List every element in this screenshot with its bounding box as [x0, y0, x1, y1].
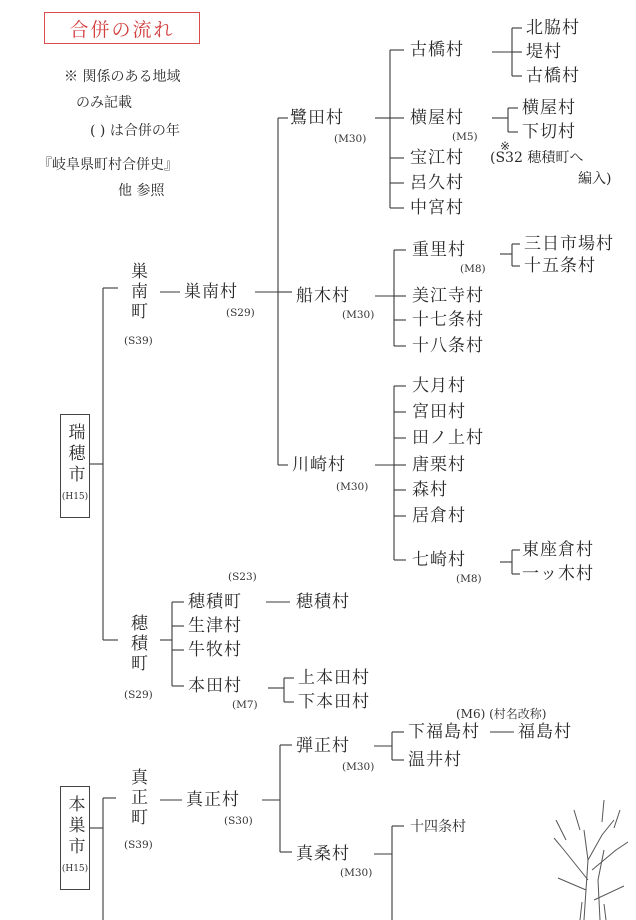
mizuho-city-year: (H15) — [61, 492, 89, 502]
yokoya-village-year: (M5) — [452, 131, 478, 143]
motosu-city-year: (H15) — [61, 864, 89, 874]
shinsei-town-name: 真正町 — [127, 768, 147, 828]
higashiza-village-name: 東座倉村 — [522, 540, 594, 560]
honda-village-name: 本田村 — [188, 676, 242, 696]
honda-village-year: (M7) — [232, 699, 258, 711]
soe-village-note: (S32 穂積町へ — [490, 150, 584, 166]
yokoya-sub-village-name: 横屋村 — [522, 98, 576, 118]
sunan-town-year: (S39) — [124, 335, 153, 347]
karakuri-village-name: 唐栗村 — [412, 455, 466, 475]
shichisaki-village-name: 七崎村 — [412, 550, 466, 570]
shimofukushima-village-name: 下福島村 — [408, 722, 480, 742]
note-line-3: ( ) は合併の年 — [90, 123, 180, 139]
tanoue-village-name: 田ノ上村 — [412, 428, 484, 448]
sunan-village-name: 巣南村 — [184, 282, 238, 302]
kawasaki-village-name: 川崎村 — [292, 455, 346, 475]
shimohonda-village-name: 下本田村 — [298, 692, 370, 712]
mizuho-city-box — [60, 414, 90, 518]
motosu-city-name: 本巣市 — [64, 795, 85, 858]
mori-village-name: 森村 — [412, 480, 448, 500]
kitawaki-village-name: 北脇村 — [526, 18, 580, 38]
sagita-village-name: 鷺田村 — [290, 108, 344, 128]
sunan-town-name: 巣南町 — [127, 262, 147, 322]
hozumi-town-year: (S29) — [124, 689, 153, 701]
dansho-village-year: (M30) — [342, 761, 375, 773]
furuhashi-sub-village-name: 古橋村 — [526, 66, 580, 86]
tree-sketch-illustration — [544, 790, 634, 920]
shigesato-village-name: 重里村 — [412, 240, 466, 260]
yokoya-village-name: 横屋村 — [410, 108, 464, 128]
soe-village-name: 宝江村 — [410, 148, 464, 168]
shimofukushima-year: (M6) (村名改称) — [456, 707, 547, 721]
kawasaki-village-year: (M30) — [336, 481, 369, 493]
ushimaki-village-name: 牛牧村 — [188, 640, 242, 660]
nukui-village-name: 温井村 — [408, 750, 462, 770]
hitotsugi-village-name: 一ッ木村 — [522, 564, 594, 584]
soe-merge-mark: ※ — [500, 139, 511, 153]
roku-village-name: 呂久村 — [410, 173, 464, 193]
kamihonda-village-name: 上本田村 — [298, 668, 370, 688]
shimogiri-village-name: 下切村 — [522, 122, 576, 142]
note-line-1: ※ 関係のある地域 — [64, 69, 181, 85]
shinsei-village-name: 真正村 — [186, 790, 240, 810]
tsutsumi-village-name: 堤村 — [526, 42, 562, 62]
furuhashi-village-name: 古橋村 — [410, 40, 464, 60]
ikitsu-village-name: 生津村 — [188, 616, 242, 636]
shinso-village-name: 真桑村 — [296, 844, 350, 864]
shichisaki-village-year: (M8) — [456, 573, 482, 585]
dansho-village-name: 弾正村 — [296, 736, 350, 756]
shinsei-village-year: (S30) — [224, 815, 253, 827]
motosu-city-box — [60, 786, 90, 890]
note-line-2: のみ記載 — [76, 95, 132, 111]
funaki-village-year: (M30) — [342, 309, 375, 321]
ikura-village-name: 居倉村 — [412, 506, 466, 526]
hozumi-village-name: 穂積村 — [296, 592, 350, 612]
bikoji-village-name: 美江寺村 — [412, 286, 484, 306]
hozumi-old-town-name: 穂積町 — [188, 592, 242, 612]
mizuho-city-name: 瑞穂市 — [64, 423, 85, 486]
hozumi-town-name: 穂積町 — [127, 614, 147, 674]
shinsei-town-year: (S39) — [124, 839, 153, 851]
otsuki-village-name: 大月村 — [412, 376, 466, 396]
diagram-title: 合併の流れ — [44, 12, 200, 44]
jugojo-village-name: 十五条村 — [524, 256, 596, 276]
shinso-village-year: (M30) — [340, 867, 373, 879]
sagita-village-year: (M30) — [334, 133, 367, 145]
mikkaichiba-village-name: 三日市場村 — [524, 234, 614, 254]
note-line-4: 『岐阜県町村合併史』 — [38, 157, 178, 173]
note-line-5: 他 参照 — [118, 183, 165, 199]
miyata-village-name: 宮田村 — [412, 402, 466, 422]
fukushima-village-name: 福島村 — [518, 722, 572, 742]
sunan-village-year: (S29) — [226, 307, 255, 319]
shigesato-village-year: (M8) — [460, 263, 486, 275]
soe-village-note-2: 編入) — [578, 171, 612, 187]
jushijo-village-name: 十四条村 — [410, 819, 466, 835]
nakamiya-village-name: 中宮村 — [410, 198, 464, 218]
junanajo-village-name: 十七条村 — [412, 310, 484, 330]
hozumi-old-town-year: (S23) — [228, 571, 257, 583]
funaki-village-name: 船木村 — [296, 286, 350, 306]
juhachijo-village-name: 十八条村 — [412, 336, 484, 356]
